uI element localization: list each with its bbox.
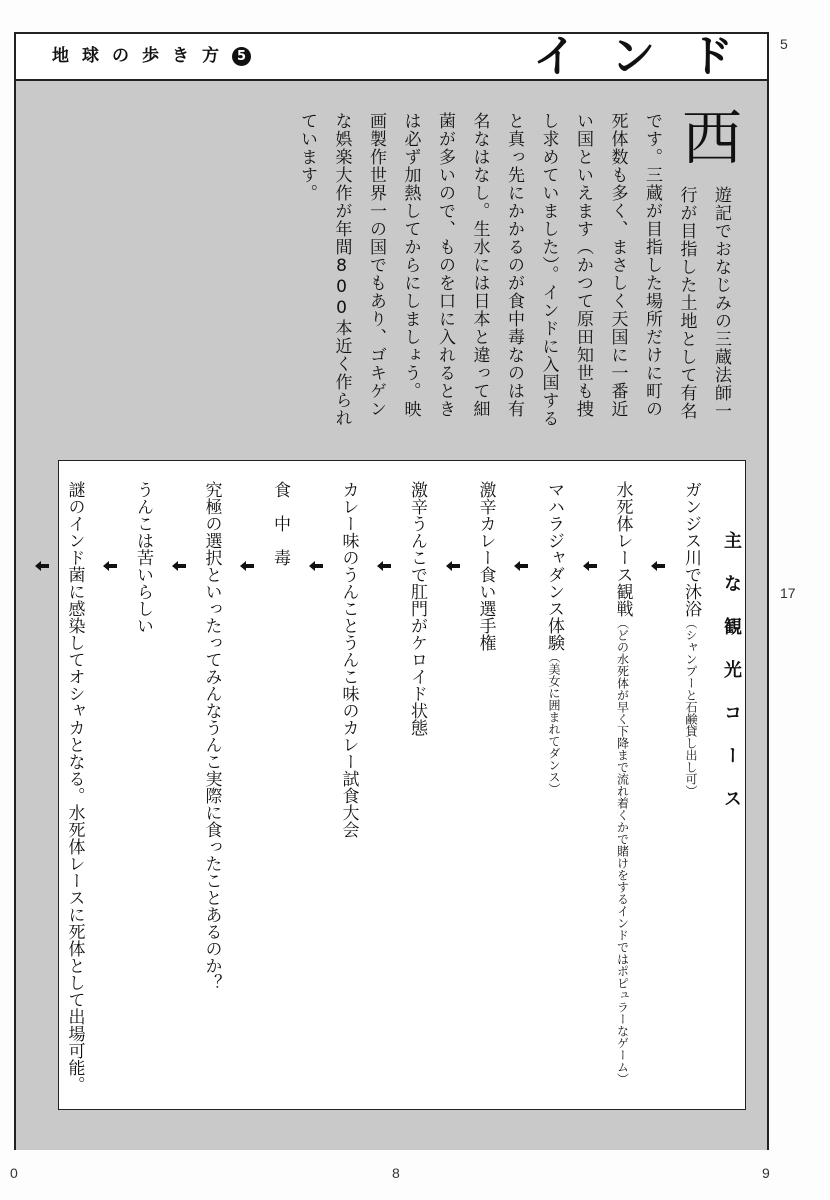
tour-course-box [58,460,746,1110]
article-line: です。三蔵が目指した場所だけに町の [642,112,662,418]
article-line: は必ず加熱してからにしましょう。映 [400,112,421,418]
article-line: 遊記でおなじみの三蔵法師一 [711,186,731,420]
course-item-label: うんこは苦いらしい [133,481,153,634]
course-item-label: 激辛うんこで肛門がケロイド状態 [407,481,427,736]
left-arrow-icon [103,561,117,571]
drop-cap: 西 [672,106,742,166]
tour-course-item [407,481,427,736]
page-title: インド [533,32,767,81]
left-arrow-icon [172,561,186,571]
course-item-label: マハラジャダンス体験 [544,481,564,651]
left-arrow-icon [583,561,597,571]
course-item-label: ガンジス川で沐浴 [681,481,701,617]
header-band [14,32,769,81]
article-line: 行が目指した土地として有名 [676,186,697,420]
article-line: な娯楽大作が年間800本近く作られ [331,112,352,427]
page-mark-bottom-right: 9 [762,1165,770,1181]
course-item-note: （どの水死体が早く下降まで流れ着くかで賭けをするインドではポピュラーなゲーム） [615,617,630,1085]
left-arrow-icon [35,561,49,571]
course-item-label: 水死体レース観戦 [612,481,633,617]
article-line: と真っ先にかかるのが食中毒なのは有 [504,112,524,418]
course-item-label: カレー味のうんことうんこ味のカレー試食大会 [338,481,359,838]
tour-course-item [476,481,496,651]
article-line: ています。 [297,112,317,202]
tour-course-item [270,481,290,566]
left-arrow-icon [309,561,323,571]
tour-course-item [202,481,222,991]
course-item-label: 食 中 毒 [270,481,290,566]
tour-course-item [681,481,701,797]
left-arrow-icon [514,561,528,571]
course-item-label: 究極の選択といったってみんなうんこ実際に食ったことあるのか？ [201,481,222,991]
course-item-note: （シャンプーと石鹸貸し出し可） [684,617,698,797]
series-number-badge: 5 [232,47,251,66]
article-line: 菌が多いので、ものを口に入れるとき [435,112,455,418]
tour-course-heading: 主な観光コース [721,531,742,832]
course-item-label: 激辛カレー食い選手権 [475,481,496,651]
article-line: し求めていました）。インドに入国する [538,112,559,428]
page-mark-bottom-middle: 8 [392,1165,400,1181]
article-line: 画製作世界一の国でもあり、ゴキゲン [366,112,386,418]
series-name: 地球の歩き方 [52,46,232,66]
tour-course-item [65,481,85,1093]
course-item-note: （美女に囲まれてダンス） [547,651,561,795]
tour-course-item [339,481,359,838]
article-line: い国といえます（かつて原田知世も捜 [573,112,593,418]
course-item-label: 謎のインド菌に感染してオシャカとなる。水死体レースに死体として出場可能。 [64,481,85,1093]
left-arrow-icon [446,561,460,571]
left-arrow-icon [651,561,665,571]
tour-course-item [133,481,153,634]
article-line: 名なはなし。生水には日本と違って細 [469,112,490,418]
page-mark-bottom-left: 0 [10,1165,18,1181]
page-mark-right: 17 [780,585,796,601]
left-arrow-icon [240,561,254,571]
series-title [52,46,251,66]
left-arrow-icon [377,561,391,571]
article-line: 死体数も多く、まさしく天国に一番近 [607,112,628,418]
tour-course-item [544,481,564,795]
page-mark-top: 5 [780,36,788,52]
tour-course-item [613,481,633,1085]
